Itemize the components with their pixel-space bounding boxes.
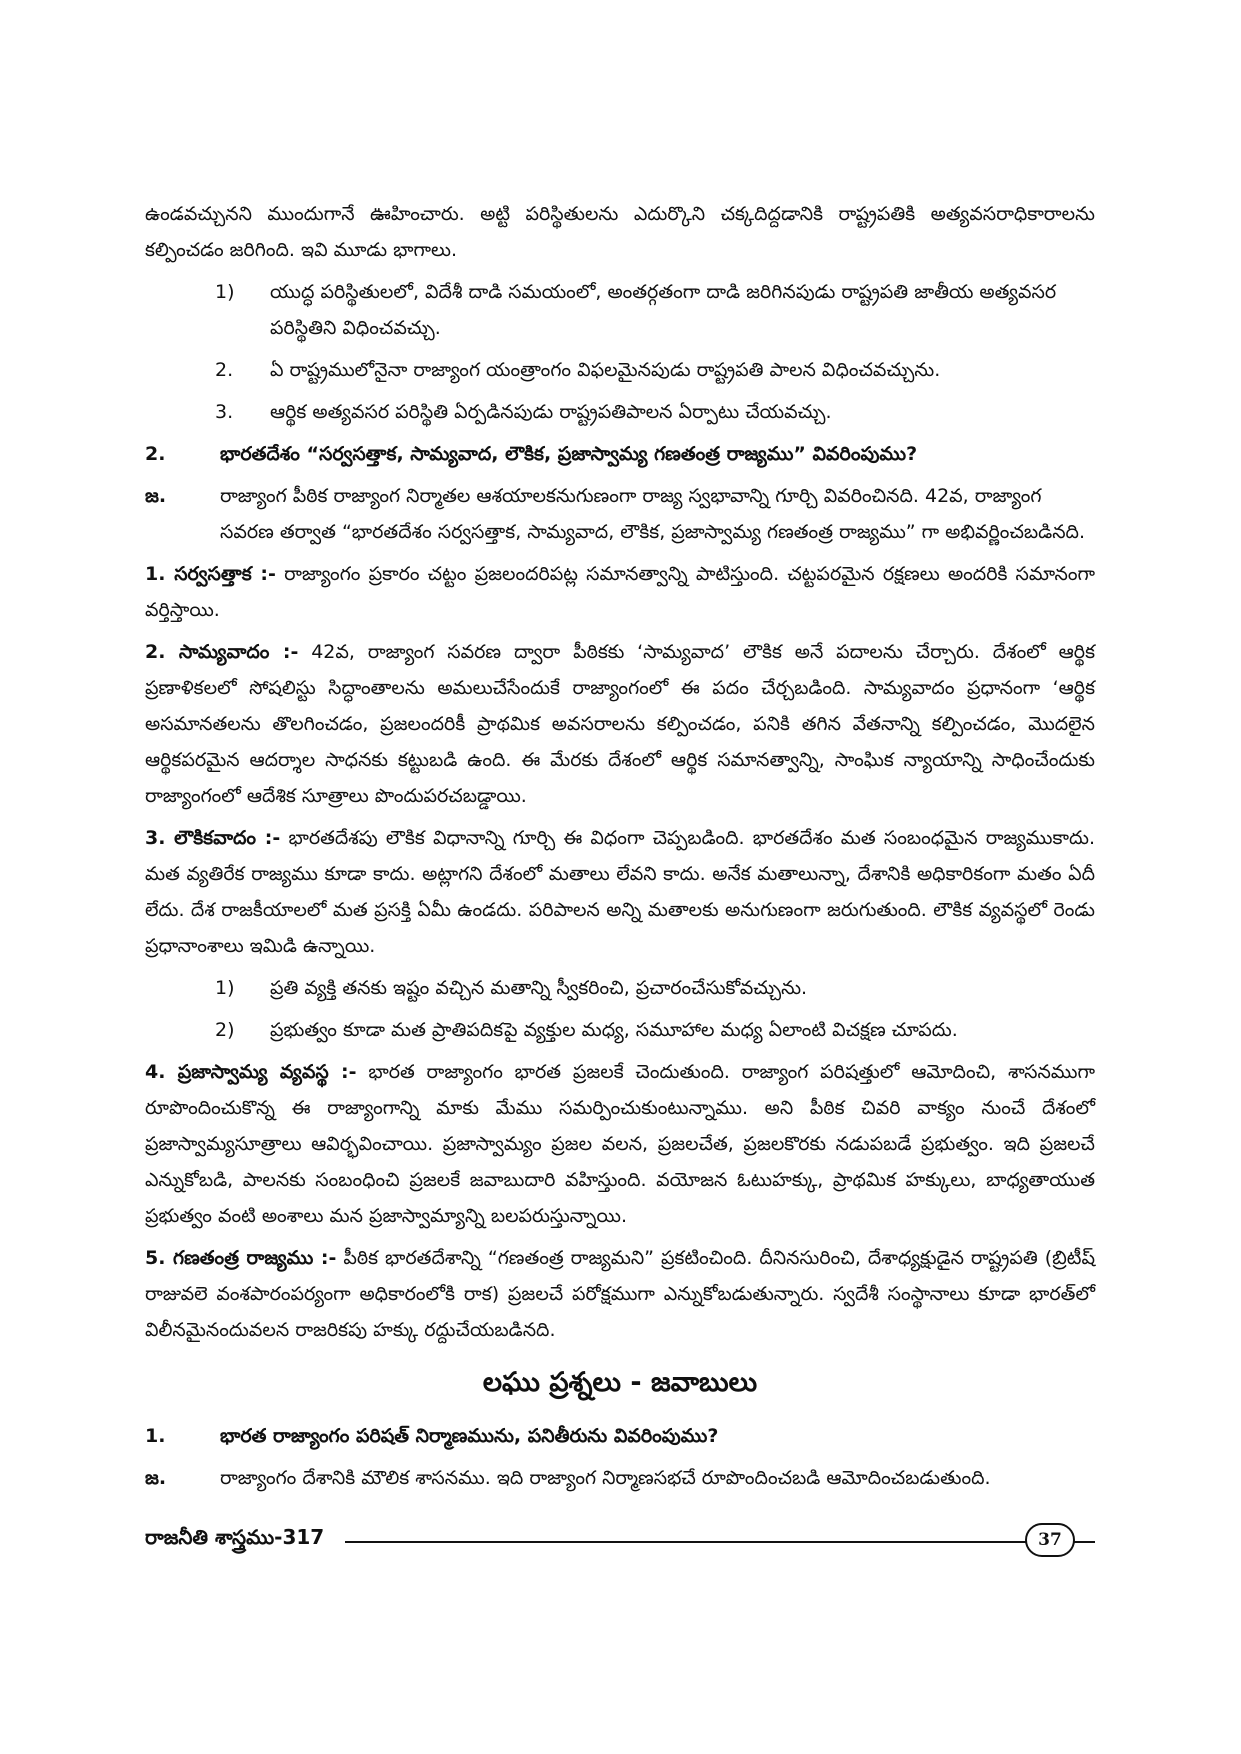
point-heading: 2. సామ్యవాదం :- xyxy=(145,641,299,663)
answer-text: రాజ్యాంగ పీఠిక రాజ్యాంగ నిర్మాతల ఆశయాలకనుగుణంగా రాజ్య స్వభావాన్ని గూర్చి వివరించినది. 42వ, రాజ్యాంగ సవరణ తర్వాత “భారతదేశం సర్వసత్తాక, సామ్యవాద, లౌకిక, ప్రజాస్వామ్య గణతంత్ర రాజ్యము” గా అభివర్ణించబడినది. xyxy=(220,485,1085,543)
question-2 xyxy=(145,436,1095,472)
list-text: యుద్ధ పరిస్థితులలో, విదేశీ దాడి సమయంలో, అంతర్గతంగా దాడి జరిగినపుడు రాష్ట్రపతి జాతీయ అత్యవసర పరిస్థితిని విధించవచ్చు. xyxy=(270,281,1057,339)
footer-rule-tail xyxy=(1073,1541,1095,1543)
list-text: ప్రభుత్వం కూడా మత ప్రాతిపదికపై వ్యక్తుల మధ్య, సమూహాల మధ్య ఏలాంటి విచక్షణ చూపదు. xyxy=(270,1019,958,1041)
list-item xyxy=(215,274,1095,346)
list-text: ఏ రాష్ట్రములోనైనా రాజ్యాంగ యంత్రాంగం విఫలమైనపుడు రాష్ట్రపతి పాలన విధించవచ్చును. xyxy=(270,359,941,381)
point-heading: 5. గణతంత్ర రాజ్యము :- xyxy=(145,1247,337,1269)
point-sovereign xyxy=(145,556,1095,628)
page-number: 37 xyxy=(1025,1523,1075,1557)
answer-label: జ. xyxy=(145,485,167,507)
point-text: 42వ, రాజ్యాంగ సవరణ ద్వారా పీఠికకు ‘సామ్యవాద’ లౌకిక అనే పదాలను చేర్చారు. దేశంలో ఆర్థిక ప్రణాళికలలో సోషలిస్టు సిద్ధాంతాలను అమలుచేసేందుకే రాజ్యాంగంలో ఈ పదం చేర్చబడింది. సామ్యవాదం ప్రధానంగా ‘ఆర్థిక అసమానతలను తొలగించడం, ప్రజలందరికీ ప్రాథమిక అవసరాలను కల్పించడం, పనికి తగిన వేతనాన్ని కల్పించడం, మొదలైన ఆర్థికపరమైన ఆదర్శాల సాధనకు కట్టుబడి ఉంది. ఈ మేరకు దేశంలో ఆర్థిక సమానత్వాన్ని, సాంఘిక న్యాయాన్ని సాధించేందుకు రాజ్యాంగంలో ఆదేశిక సూత్రాలు పొందుపరచబడ్డాయి. xyxy=(145,641,1095,807)
point-text: భారతదేశపు లౌకిక విధానాన్ని గూర్చి ఈ విధంగా చెప్పబడింది. భారతదేశం మత సంబంధమైన రాజ్యముకాదు. మత వ్యతిరేక రాజ్యము కూడా కాదు. అట్లాగని దేశంలో మతాలు లేవని కాదు. అనేక మతాలున్నా, దేశానికి అధికారికంగా మతం ఏదీ లేదు. దేశ రాజకీయాలలో మత ప్రసక్తి ఏమీ ఉండదు. పరిపాలన అన్ని మతాలకు అనుగుణంగా జరుగుతుంది. లౌకిక వ్యవస్థలో రెండు ప్రధానాంశాలు ఇమిడి ఉన్నాయి. xyxy=(145,827,1095,957)
footer-rule xyxy=(345,1541,1055,1543)
short-answer-1 xyxy=(145,1460,1095,1496)
short-question-1 xyxy=(145,1418,1095,1454)
page-footer xyxy=(145,1523,1095,1557)
emergency-list xyxy=(215,274,1095,430)
point-socialism xyxy=(145,634,1095,814)
question-number: 1. xyxy=(145,1425,166,1447)
section-title: లఘు ప్రశ్నలు - జవాబులు xyxy=(482,1367,758,1398)
list-number: 3. xyxy=(215,401,234,423)
list-item xyxy=(215,1012,1095,1048)
answer-text: రాజ్యాంగం దేశానికి మౌలిక శాసనము. ఇది రాజ్యాంగ నిర్మాణసభచే రూపొందించబడి ఆమోదించబడుతుంది. xyxy=(220,1467,991,1489)
intro-paragraph: ఉండవచ్చునని ముందుగానే ఊహించారు. అట్టి పరిస్థితులను ఎదుర్కొని చక్కదిద్దడానికి రాష్ట్రపతికి అత్యవసరాధికారాలను కల్పించడం జరిగింది. ఇవి మూడు భాగాలు. xyxy=(145,203,1095,261)
question-number: 2. xyxy=(145,443,166,465)
list-number: 1) xyxy=(215,977,235,999)
point-heading: 4. ప్రజాస్వామ్య వ్యవస్థ :- xyxy=(145,1061,357,1083)
list-number: 2) xyxy=(215,1019,235,1041)
point-heading: 3. లౌకికవాదం :- xyxy=(145,827,281,849)
list-text: ప్రతి వ్యక్తి తనకు ఇష్టం వచ్చిన మతాన్ని స్వీకరించి, ప్రచారంచేసుకోవచ్చును. xyxy=(270,977,808,999)
list-item xyxy=(215,970,1095,1006)
list-item xyxy=(215,394,1095,430)
question-text: భారత రాజ్యాంగం పరిషత్ నిర్మాణమును, పనితీరును వివరింపుము? xyxy=(220,1425,719,1447)
point-heading: 1. సర్వసత్తాక :- xyxy=(145,563,276,585)
secular-list xyxy=(215,970,1095,1048)
list-number: 1) xyxy=(215,281,235,303)
point-democracy xyxy=(145,1054,1095,1234)
point-text: రాజ్యాంగం ప్రకారం చట్టం ప్రజలందరిపట్ల సమానత్వాన్ని పాటిస్తుంది. చట్టపరమైన రక్షణలు అందరికి సమానంగా వర్తిస్తాయి. xyxy=(145,563,1095,621)
point-republic xyxy=(145,1240,1095,1348)
point-text: భారత రాజ్యాంగం భారత ప్రజలకే చెందుతుంది. రాజ్యాంగ పరిషత్తులో ఆమోదించి, శాసనముగా రూపొందించుకొన్న ఈ రాజ్యాంగాన్ని మాకు మేము సమర్పించుకుంటున్నాము. అని పీఠిక చివరి వాక్యం నుంచే దేశంలో ప్రజాస్వామ్యసూత్రాలు ఆవిర్భవించాయి. ప్రజాస్వామ్యం ప్రజల వలన, ప్రజలచేత, ప్రజలకొరకు నడుపబడే ప్రభుత్వం. ఇది ప్రజలచే ఎన్నుకోబడి, పాలనకు సంబంధించి ప్రజలకే జవాబుదారి వహిస్తుంది. వయోజన ఓటుహక్కు, ప్రాథమిక హక్కులు, బాధ్యతాయుత ప్రభుత్వం వంటి అంశాలు మన ప్రజాస్వామ్యాన్ని బలపరుస్తున్నాయి. xyxy=(145,1061,1096,1227)
point-secularism xyxy=(145,820,1095,964)
point-text: పీఠిక భారతదేశాన్ని “గణతంత్ర రాజ్యమని” ప్రకటించింది. దీనినసురించి, దేశాధ్యక్షుడైన రాష్ట్రపతి (బ్రిటీష్ రాజువలె వంశపారంపర్యంగా అధికారంలోకి రాక) ప్రజలచే పరోక్షముగా ఎన్నుకోబడుతున్నారు. స్వదేశీ సంస్థానాలు కూడా భారత్‌లో విలీనమైనందువలన రాజరికపు హక్కు రద్దుచేయబడినది. xyxy=(145,1247,1095,1341)
footer-label: రాజనీతి శాస్త్రము-317 xyxy=(145,1525,334,1554)
answer-label: జ. xyxy=(145,1467,167,1489)
question-text: భారతదేశం “సర్వసత్తాక, సామ్యవాద, లౌకిక, ప్రజాస్వామ్య గణతంత్ర రాజ్యము” వివరింపుము? xyxy=(220,443,918,465)
page-content xyxy=(145,196,1095,1502)
list-text: ఆర్థిక అత్యవసర పరిస్థితి ఏర్పడినపుడు రాష్ట్రపతిపాలన ఏర్పాటు చేయవచ్చు. xyxy=(270,401,832,423)
list-item xyxy=(215,352,1095,388)
list-number: 2. xyxy=(215,359,234,381)
answer-2 xyxy=(145,478,1095,550)
